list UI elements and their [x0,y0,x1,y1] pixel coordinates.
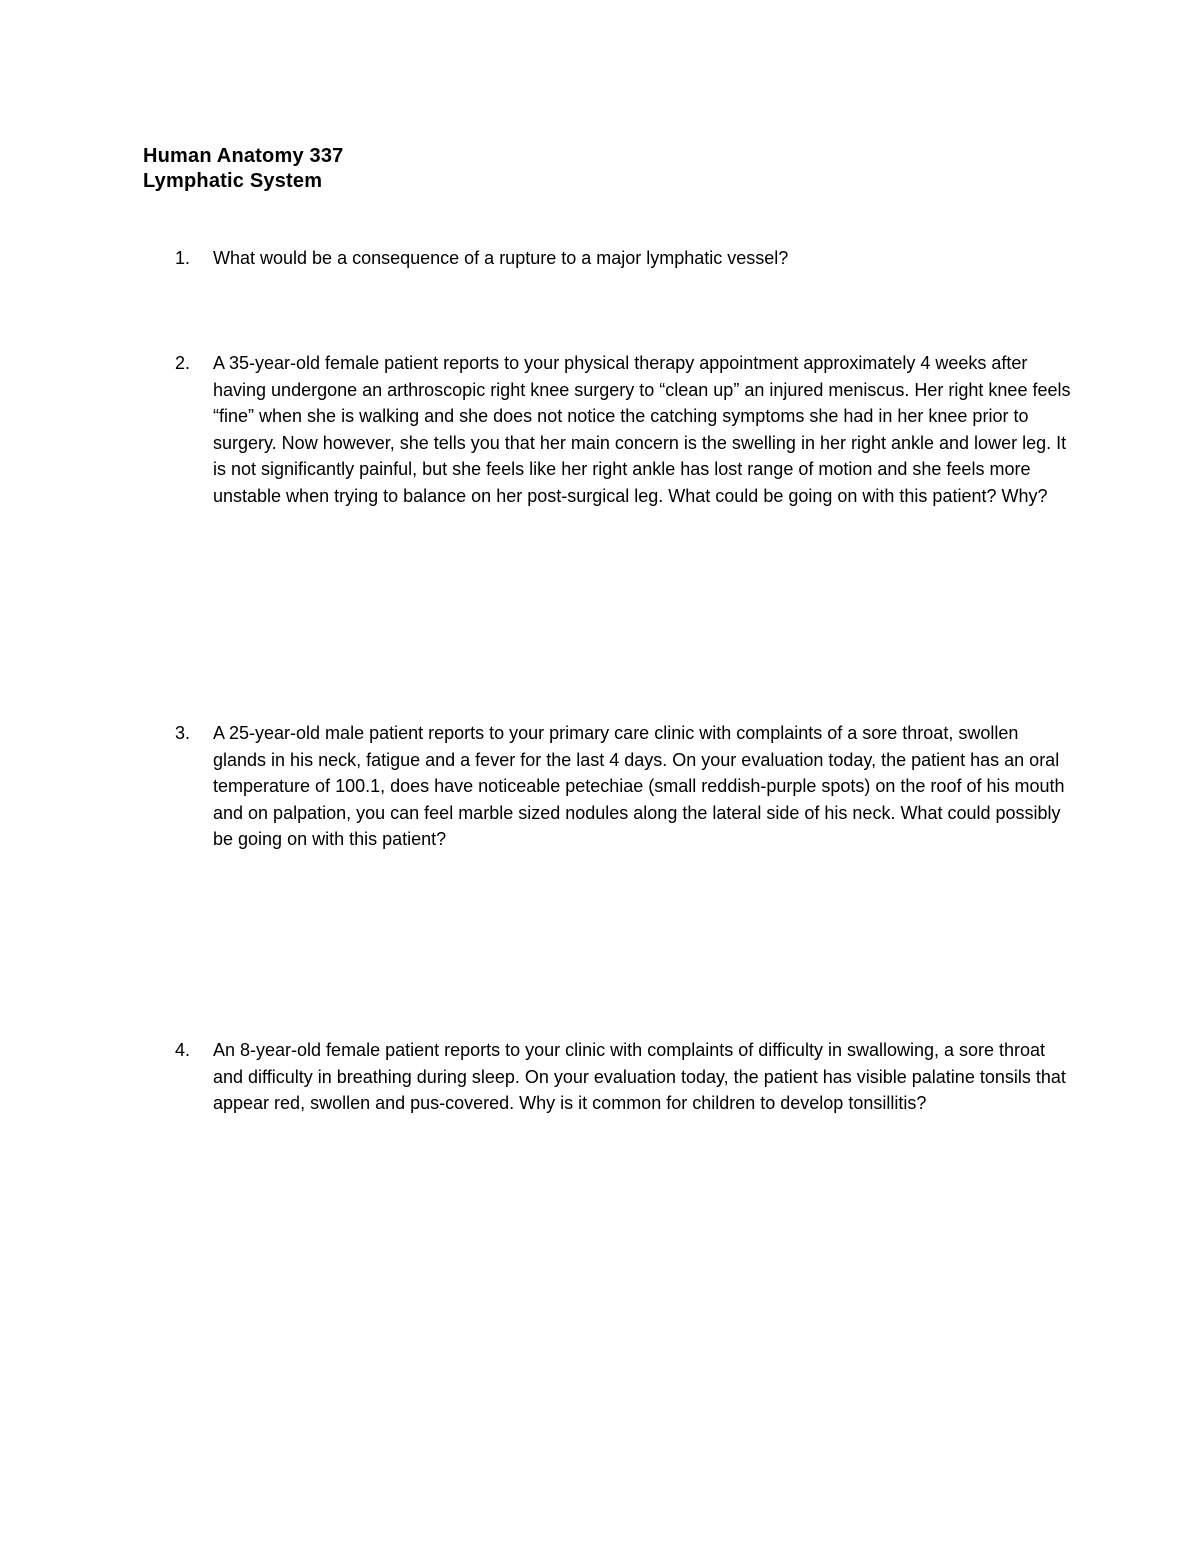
question-text: What would be a consequence of a rupture to a major lymphatic vessel? [213,248,789,268]
question-4 [143,1037,1073,1117]
question-text: A 35-year-old female patient reports to your physical therapy appointment approximately 4 weeks after having undergone an arthroscopic right knee surgery to “clean up” an injured meniscus. Her right knee feels “fine” when she is walking and she does not notice the catching symptoms she had in her knee prior to surgery. Now however, she tells you that her main concern is the swelling in her right ankle and lower leg. It is not significantly painful, but she feels like her right ankle has lost range of motion and she feels more unstable when trying to balance on her post-surgical leg. What could be going on with this patient? Why? [213,353,1071,506]
question-number: 3. [175,723,191,743]
question-number: 1. [175,248,191,268]
question-text: A 25-year-old male patient reports to your primary care clinic with complaints of a sore throat, swollen glands in his neck, fatigue and a fever for the last 4 days. On your evaluation today, the patient has an oral temperature of 100.1, does have noticeable petechiae (small reddish-purple spots) on the roof of his mouth and on palpation, you can feel marble sized nodules along the lateral side of his neck. What could possibly be going on with this patient? [213,723,1065,850]
question-number: 4. [175,1040,191,1060]
course-title: Human Anatomy 337 [143,145,344,167]
question-2 [143,350,1073,510]
question-3 [143,720,1073,853]
question-text: An 8-year-old female patient reports to your clinic with complaints of difficulty in swallowing, a sore throat and difficulty in breathing during sleep. On your evaluation today, the patient has visible palatine tonsils that appear red, swollen and pus-covered. Why is it common for children to develop tonsillitis? [213,1040,1066,1114]
question-1 [143,245,1073,272]
question-number: 2. [175,353,191,373]
topic-title: Lymphatic System [143,170,323,192]
